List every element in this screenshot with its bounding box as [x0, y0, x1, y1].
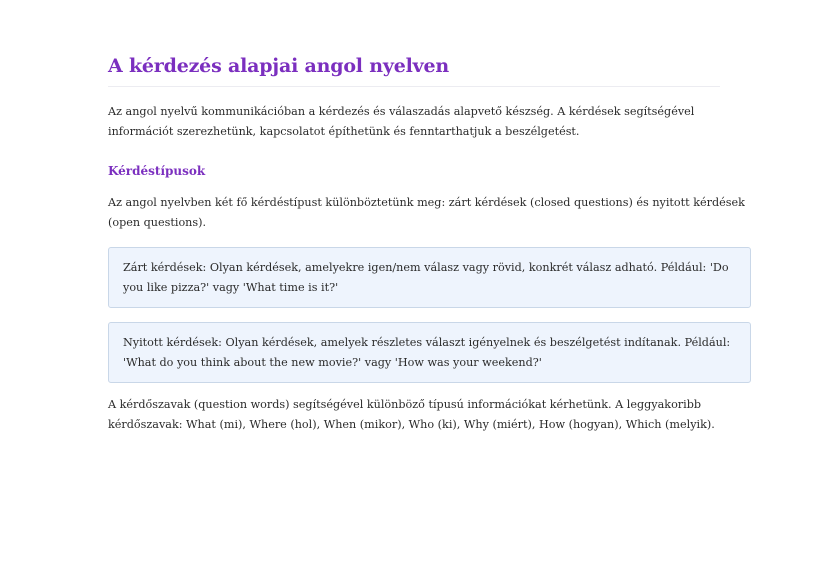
open-questions-callout: Nyitott kérdések: Olyan kérdések, amelyek részletes választ igényelnek és beszélgetést indítanak. Például: 'What do you think about the new movie?' vagy 'How was your weekend?'	[108, 322, 751, 383]
section-heading: Kérdéstípusok	[108, 164, 206, 178]
question-words-paragraph: A kérdőszavak (question words) segítségével különböző típusú információkat kérhetünk. A leggyakoribb kérdőszavak: What (mi), Where (hol), When (mikor), Who (ki), Why (miért), How (hogyan), Which (melyik).	[108, 398, 715, 431]
page-title: A kérdezés alapjai angol nyelven	[108, 55, 449, 77]
closed-questions-callout: Zárt kérdések: Olyan kérdések, amelyekre igen/nem válasz vagy rövid, konkrét válasz adható. Például: 'Do you like pizza?' vagy 'What time is it?'	[108, 247, 751, 308]
article-content	[108, 52, 751, 435]
question-types-paragraph: Az angol nyelvben két fő kérdéstípust különböztetünk meg: zárt kérdések (closed questions) és nyitott kérdések (open questions).	[108, 196, 745, 229]
title-divider	[108, 86, 720, 87]
intro-paragraph: Az angol nyelvű kommunikációban a kérdezés és válaszadás alapvető készség. A kérdések segítségével információt szerezhetünk, kapcsolatot építhetünk és fenntarthatjuk a beszélgetést.	[108, 105, 695, 138]
